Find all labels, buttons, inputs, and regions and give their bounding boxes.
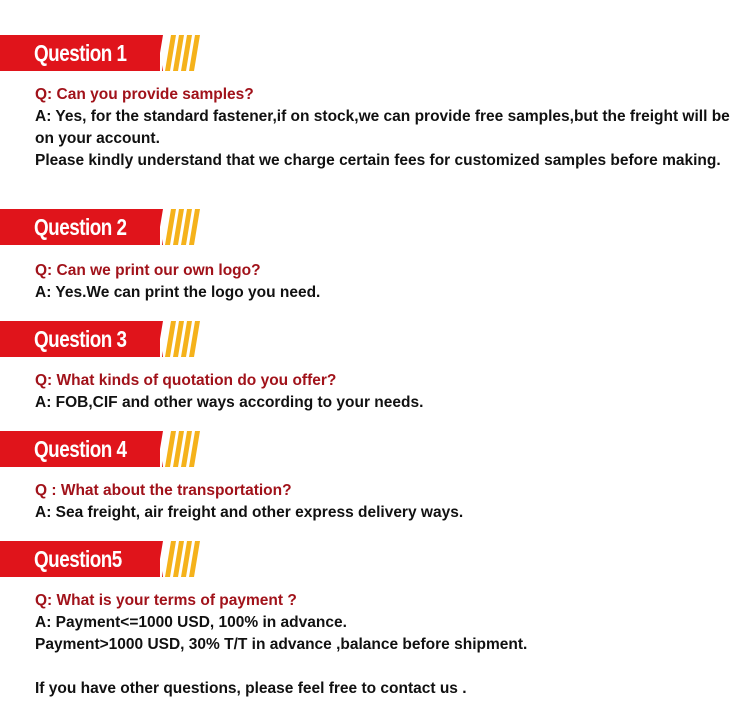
answer-1-line-1: A: Yes, for the standard fastener,if on stock,we can provide free samples,but the freight will be on your account.: [35, 108, 730, 147]
question-5-banner: [0, 541, 200, 577]
question-1-heading: Question 1: [34, 40, 127, 66]
question-2-text: Q: Can we print our own logo?: [35, 262, 261, 279]
question-4-text: Q : What about the transportation?: [35, 482, 292, 499]
answer-4-line-1: A: Sea freight, air freight and other express delivery ways.: [35, 504, 464, 521]
answer-2-line-1: A: Yes.We can print the logo you need.: [35, 284, 321, 301]
stripes-icon: [160, 321, 200, 357]
question-1-banner: [0, 35, 200, 71]
answer-5-line-1: A: Payment<=1000 USD, 100% in advance.: [35, 614, 347, 631]
stripes-icon: [160, 209, 200, 245]
question-4-banner: [0, 431, 200, 467]
question-2-banner: [0, 209, 200, 245]
answer-block-4: [35, 480, 735, 524]
closing-note: [35, 678, 735, 700]
question-3-heading: Question 3: [34, 326, 127, 352]
answer-5-line-2: Payment>1000 USD, 30% T/T in advance ,balance before shipment.: [35, 636, 528, 653]
question-3-banner: [0, 321, 200, 357]
question-5-text: Q: What is your terms of payment ?: [35, 592, 297, 609]
answer-block-1: [35, 84, 735, 172]
answer-3-line-1: A: FOB,CIF and other ways according to your needs.: [35, 394, 424, 411]
closing-text: If you have other questions, please feel free to contact us .: [35, 680, 467, 697]
answer-block-2: [35, 260, 735, 304]
answer-block-5: [35, 590, 735, 656]
stripes-icon: [160, 541, 200, 577]
question-1-text: Q: Can you provide samples?: [35, 86, 254, 103]
question-3-text: Q: What kinds of quotation do you offer?: [35, 372, 337, 389]
question-5-heading: Question5: [34, 546, 122, 572]
answer-block-3: [35, 370, 735, 414]
stripes-icon: [160, 431, 200, 467]
stripes-icon: [160, 35, 200, 71]
question-2-heading: Question 2: [34, 214, 127, 240]
question-4-heading: Question 4: [34, 436, 127, 462]
answer-1-line-2: Please kindly understand that we charge certain fees for customized samples before making.: [35, 152, 721, 169]
